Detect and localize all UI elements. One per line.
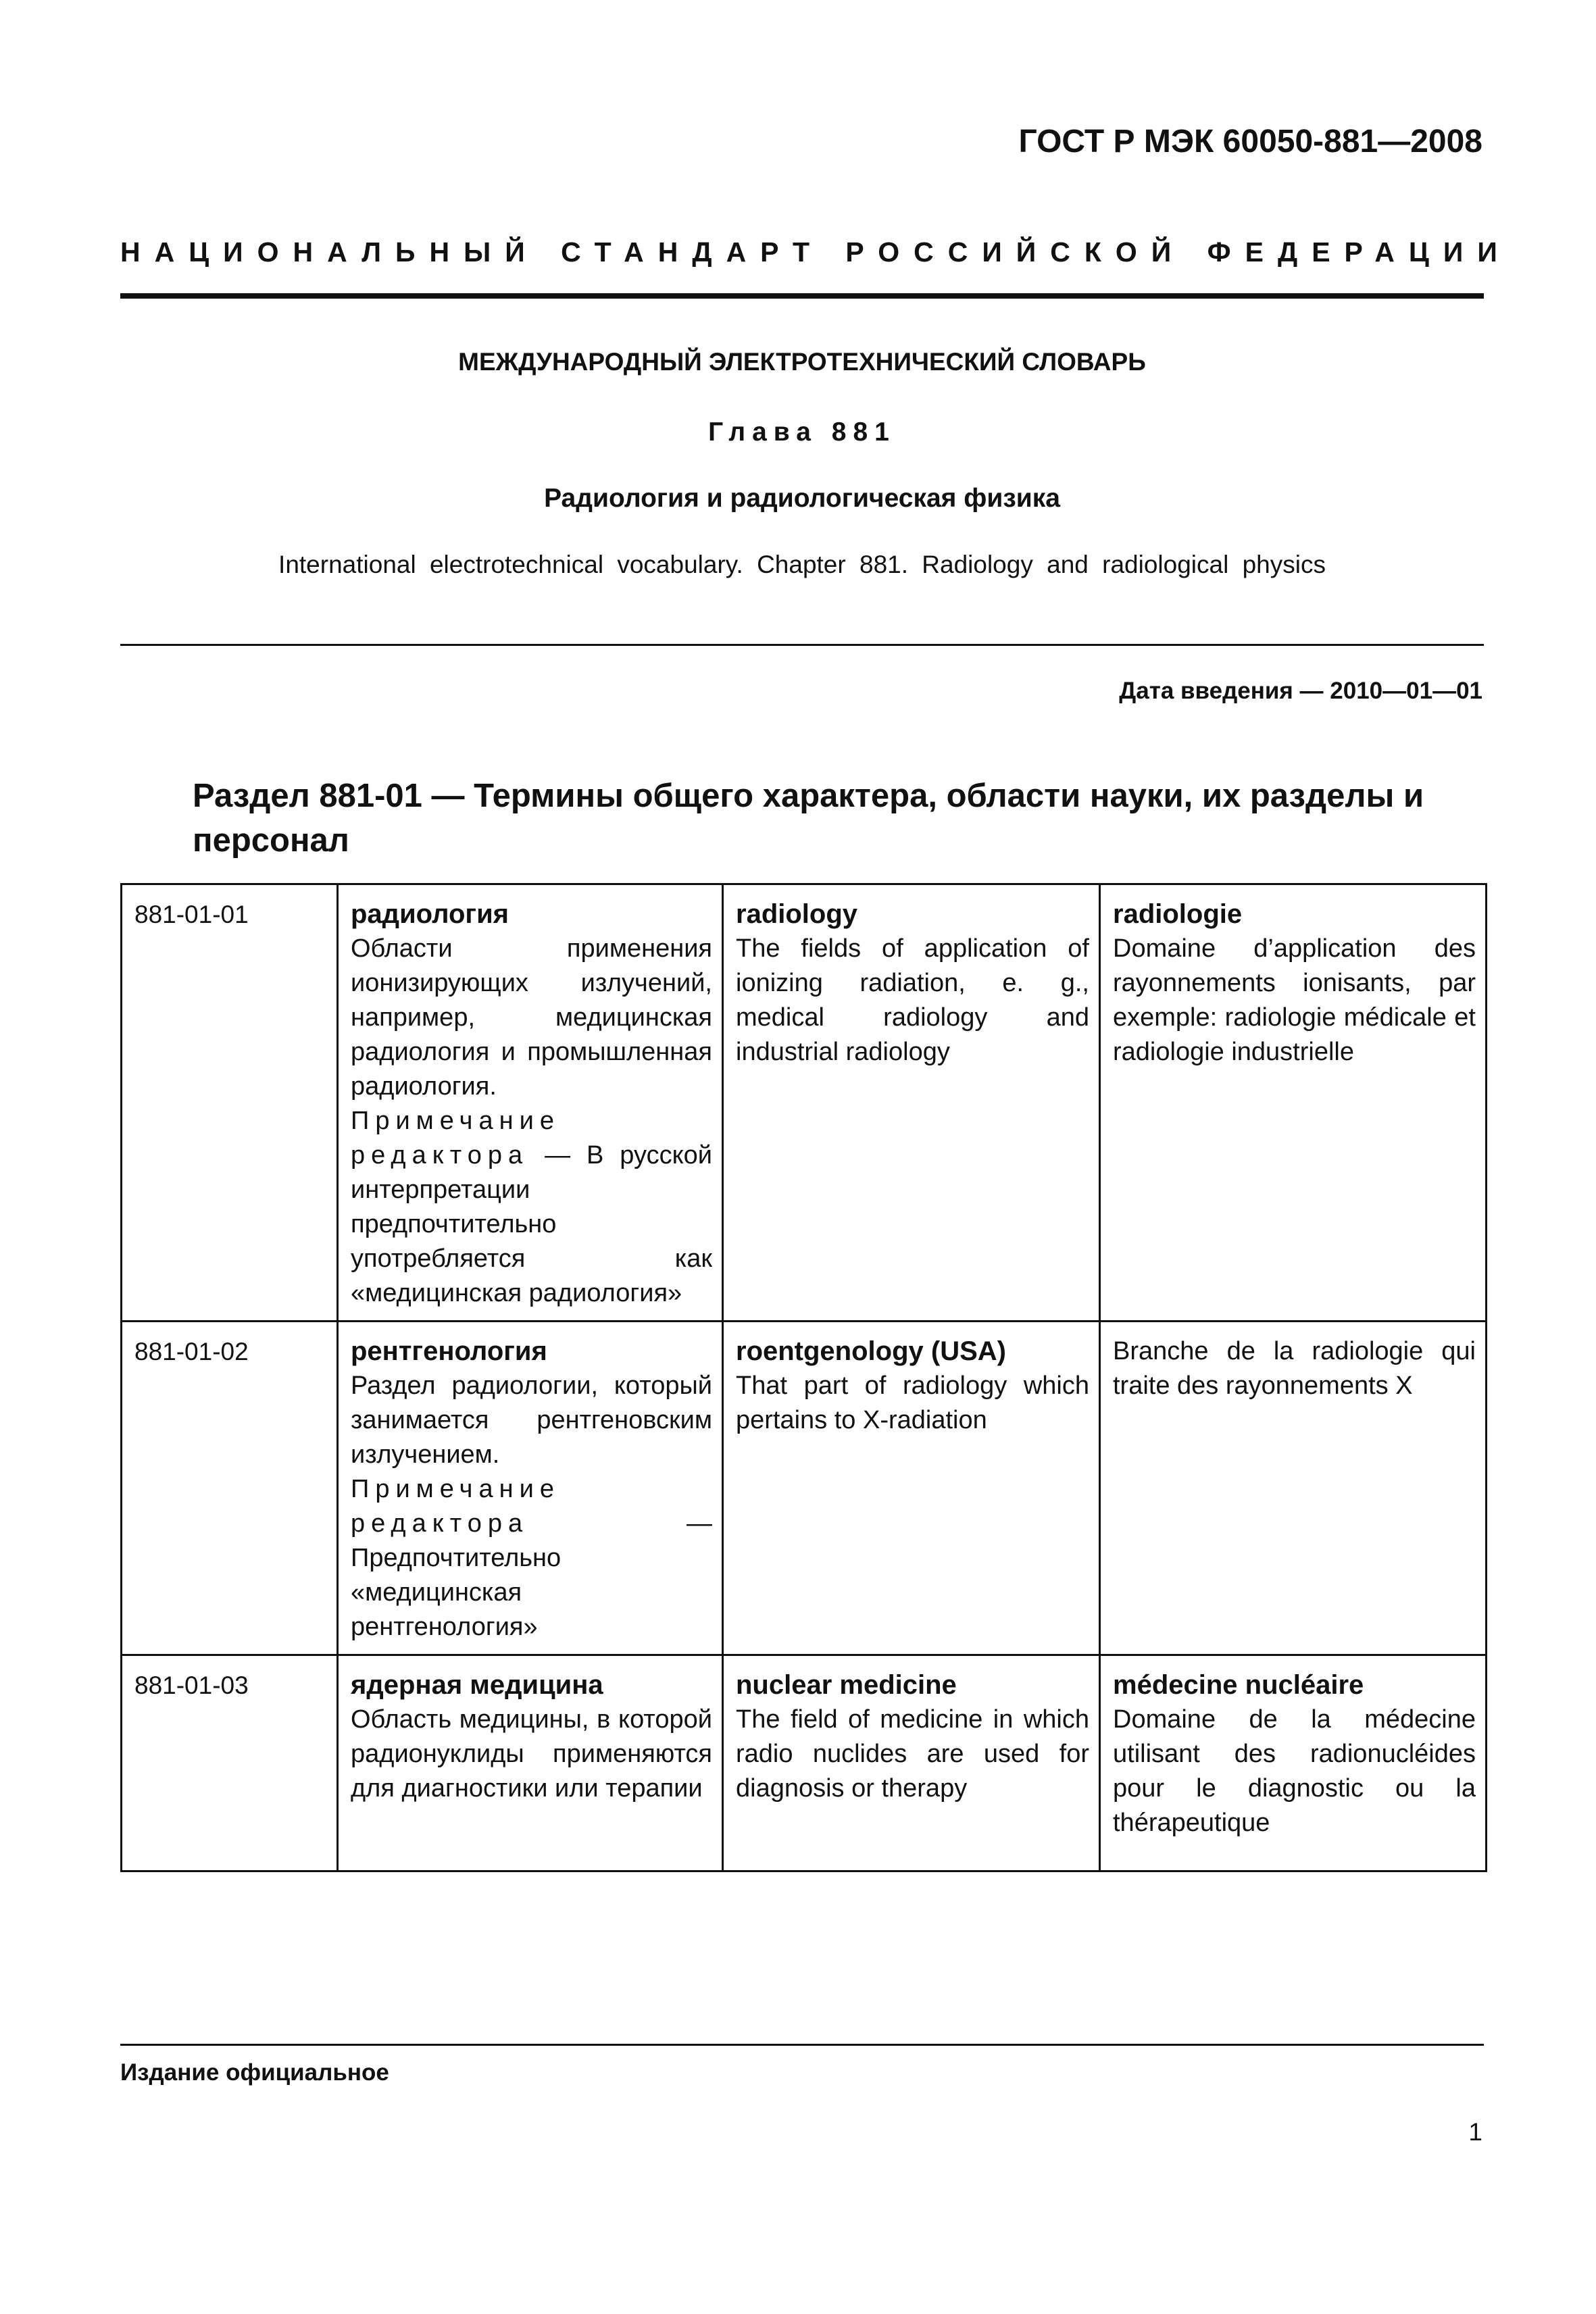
en-term: roentgenology (USA) [736,1336,1006,1366]
fr-term: radiologie [1113,899,1243,929]
ru-definition: Область медицины, в которой радионуклиды применяются для диагностики или терапии [351,1705,712,1803]
national-standard-heading: НАЦИОНАЛЬНЫЙ СТАНДАРТ РОССИЙСКОЙ ФЕДЕРАЦИИ [120,236,1512,268]
english-title: International electrotechnical vocabulary. Chapter 881. Radiology and radiological physics [278,551,1326,578]
table-row [122,884,1487,1322]
page-number: 1 [1468,2118,1482,2146]
chapter-label: Глава 881 [708,418,896,447]
fr-definition: Domaine de la médecine utilisant des radionucléides pour le diagnostic ou la thérapeutique [1113,1705,1476,1837]
footer-rule [120,2044,1484,2046]
entry-code: 881-01-02 [134,1338,249,1365]
fr-term: médecine nucléaire [1113,1670,1364,1700]
en-cell [723,884,1100,1322]
entry-code-cell [122,1322,338,1655]
fr-definition: Branche de la radiologie qui traite des rayonnements X [1113,1337,1476,1400]
entry-code: 881-01-01 [134,901,249,928]
ru-cell [338,1322,723,1655]
fr-definition: Domaine d’application des rayonnements ionisants, par exemple: radiologie médicale et radiologie industrielle [1113,934,1476,1066]
document-code: ГОСТ Р МЭК 60050-881—2008 [1018,124,1482,159]
header-rule [120,293,1484,299]
ru-term: рентгенология [351,1336,547,1366]
chapter-subject: Радиология и радиологическая физика [544,484,1060,513]
ru-definition: Области применения ионизирующих излучений, например, медицинская радиология и промышленная радиология. [351,934,712,1101]
introduction-date: Дата введения — 2010—01—01 [1119,678,1482,704]
editor-note-lead: Примечание редактора [351,1107,560,1169]
table-row [122,1655,1487,1871]
official-edition-label: Издание официальное [120,2059,389,2086]
vocabulary-title: МЕЖДУНАРОДНЫЙ ЭЛЕКТРОТЕХНИЧЕСКИЙ СЛОВАРЬ [458,348,1146,376]
table-row [122,1322,1487,1655]
ru-cell [338,1655,723,1871]
section-title: Раздел 881-01 — Термины общего характера, области науки, их разделы и персонал [193,778,1424,859]
fr-cell [1100,1655,1487,1871]
en-term: nuclear medicine [736,1670,957,1700]
en-cell [723,1655,1100,1871]
editor-note-text: — В русской интерпретации предпочтительно употребляется как «медицинская радиология» [351,1141,712,1307]
editor-note-text: — Предпочтительно «медицинская рентгенология» [351,1509,712,1641]
editor-note [351,1104,712,1311]
title-rule [120,644,1484,646]
entry-code-cell [122,1655,338,1871]
en-term: radiology [736,899,858,929]
ru-definition: Раздел радиологии, который занимается рентгеновским излучением. [351,1372,712,1469]
entry-code-cell [122,884,338,1322]
editor-note-lead: Примечание редактора [351,1475,560,1538]
ru-term: ядерная медицина [351,1670,603,1700]
en-cell [723,1322,1100,1655]
en-definition: The fields of application of ionizing radiation, e. g., medical radiology and industrial radiology [736,934,1089,1066]
ru-cell [338,884,723,1322]
terms-table [120,883,1487,1872]
ru-term: радиология [351,899,509,929]
editor-note [351,1472,712,1644]
entry-code: 881-01-03 [134,1671,249,1699]
fr-cell [1100,884,1487,1322]
fr-cell [1100,1322,1487,1655]
en-definition: That part of radiology which pertains to X-radiation [736,1372,1089,1434]
en-definition: The field of medicine in which radio nuclides are used for diagnosis or therapy [736,1705,1089,1803]
